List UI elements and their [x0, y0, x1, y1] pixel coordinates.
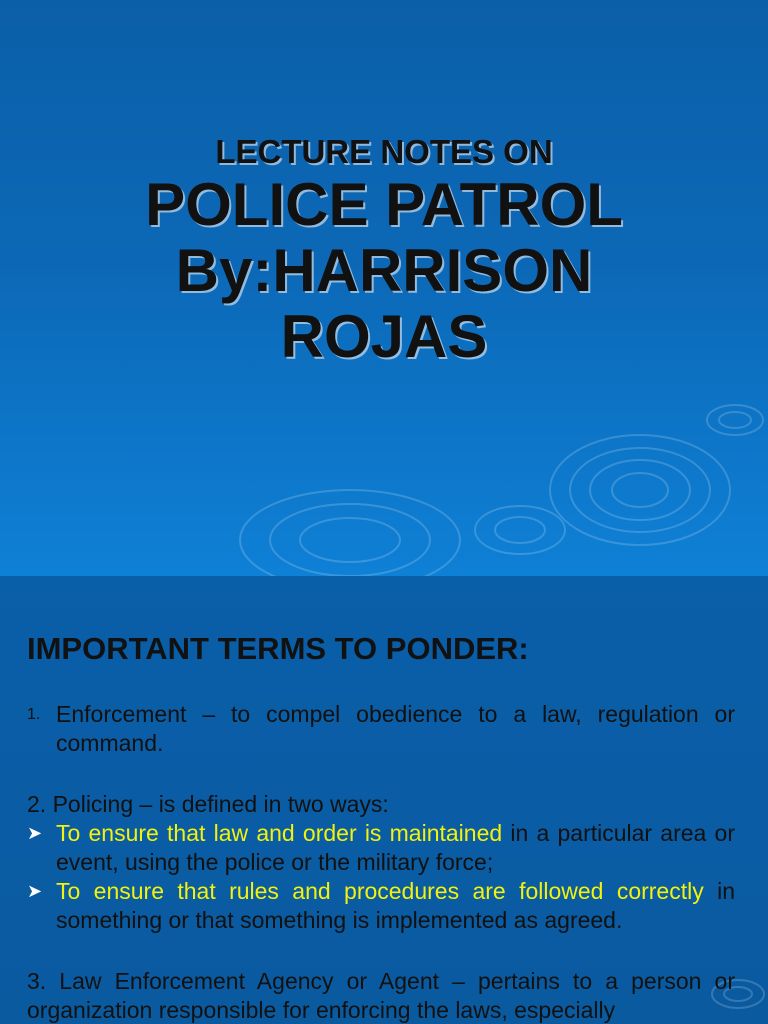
title-block — [0, 132, 768, 370]
term-item-2-intro: 2. Policing – is defined in two ways: — [27, 791, 389, 817]
bullet-2-highlight: To ensure that rules and procedures are followed correctly — [56, 878, 704, 904]
arrowhead-bullet-icon: ➤ — [27, 881, 43, 901]
item-1-number: 1. — [27, 706, 41, 723]
policing-bullet-2 — [27, 877, 735, 935]
terms-body — [27, 700, 735, 1024]
policing-bullet-1 — [27, 819, 735, 877]
terms-slide — [0, 576, 768, 1024]
bullet-1-text: in a particular area or event, using the police or the military force; — [56, 820, 735, 875]
term-item-3: 3. Law Enforcement Agency or Agent – pertains to a person or organization responsible for enforcing the laws, especially — [27, 968, 735, 1023]
bullet-1-highlight: To ensure that law and order is maintained — [56, 820, 503, 846]
title-line-1: POLICE PATROL — [145, 171, 623, 238]
lecture-subtitle: LECTURE NOTES ON — [215, 133, 553, 170]
slide-heading: IMPORTANT TERMS TO PONDER: — [27, 631, 529, 666]
term-item-1 — [27, 700, 735, 758]
bullet-2-text: in something or that something is implemented as agreed. — [56, 878, 735, 933]
arrowhead-bullet-icon: ➤ — [27, 823, 43, 843]
item-1-text: Enforcement – to compel obedience to a law, regulation or command. — [56, 701, 735, 756]
title-line-2: By:HARRISON — [175, 237, 593, 304]
title-line-3: ROJAS — [280, 303, 488, 370]
